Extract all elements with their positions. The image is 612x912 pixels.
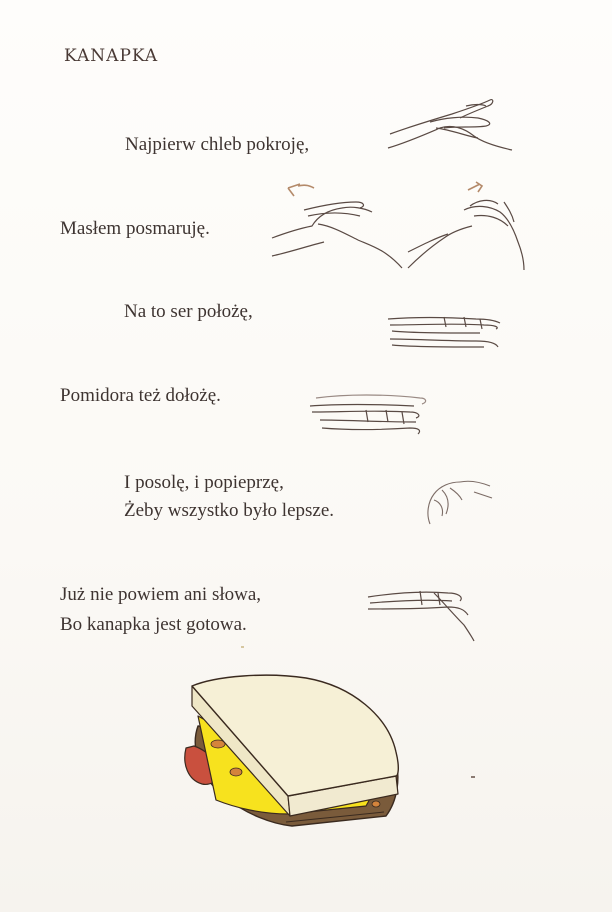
hands-spreading-icon: [268, 180, 540, 272]
sandwich-illustration: [176, 668, 408, 836]
poem-line-1: Najpierw chleb pokroję,: [125, 134, 310, 155]
poem-line-7: Już nie powiem ani słowa,: [60, 584, 262, 605]
scan-speck: [241, 646, 244, 648]
poem-line-8: Bo kanapka jest gotowa.: [60, 614, 247, 635]
hands-stacked-tomato-icon: [306, 388, 432, 436]
hand-done-icon: [364, 583, 476, 643]
poem-line-2: Masłem posmaruję.: [60, 218, 210, 239]
poem-title: KANAPKA: [64, 46, 159, 66]
poem-line-5: I posolę, i popieprzę,: [124, 472, 284, 493]
poem-line-6: Żeby wszystko było lepsze.: [124, 500, 335, 521]
poem-line-4: Pomidora też dołożę.: [60, 385, 221, 406]
pinch-salt-icon: [420, 470, 496, 530]
poem-line-3: Na to ser położę,: [124, 301, 253, 322]
hands-cutting-icon: [382, 92, 522, 164]
hands-stacked-cheese-icon: [384, 311, 508, 351]
scan-speck: [471, 776, 475, 778]
